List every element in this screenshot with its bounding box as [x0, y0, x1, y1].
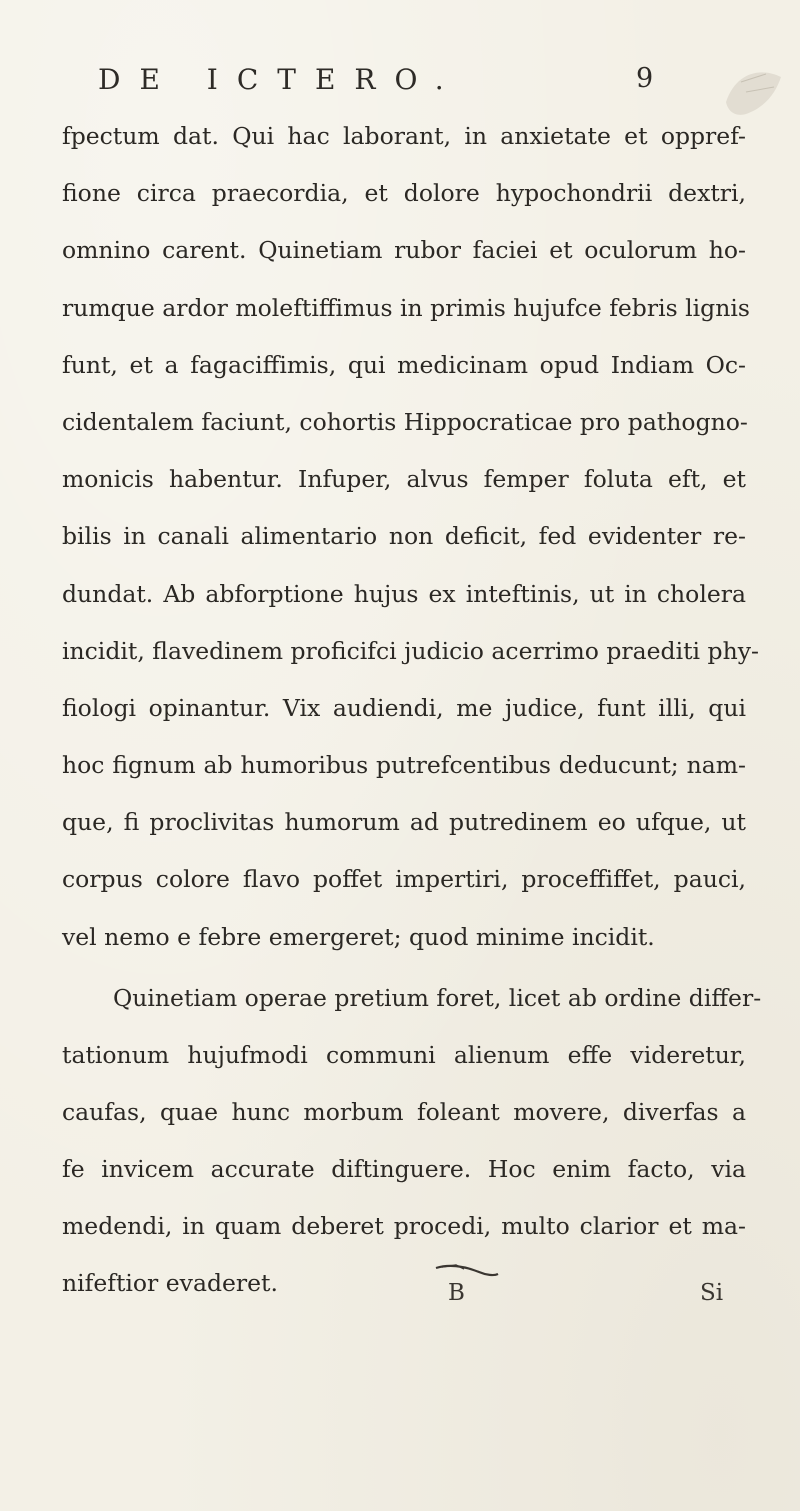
text-line: funt, et a fagaciffimis, qui medicinam opud Indiam Oc- [62, 350, 746, 379]
paragraph-1 [62, 108, 759, 966]
text-line: dundat. Ab abforptione hujus ex inteftinis, ut in cholera [62, 579, 746, 608]
text-line: bilis in canali alimentario non deficit, fed evidenter re- [62, 522, 746, 551]
text-line: monicis habentur. Infuper, alvus femper foluta eft, et [62, 465, 746, 494]
text-line: fione circa praecordia, et dolore hypochondrii dextri, [62, 179, 746, 208]
text-line: cidentalem faciunt, cohortis Hippocraticae pro pathogno- [62, 407, 748, 436]
text-line: nifeftior evaderet. [62, 1269, 278, 1297]
text-line: Quinetiam operae pretium foret, licet ab ordine differ- [113, 984, 762, 1012]
text-line: vel nemo e febre emergeret; quod minime incidit. [62, 922, 655, 951]
signature-mark: B [448, 1280, 465, 1306]
text-line: medendi, in quam deberet procedi, multo clarior et ma- [62, 1212, 746, 1240]
page-number: 9 [636, 63, 654, 94]
catchword: Si [700, 1280, 724, 1306]
text-line: omnino carent. Quinetiam rubor faciei et oculorum ho- [62, 236, 746, 265]
text-line: fe invicem accurate diftinguere. Hoc enim facto, via [62, 1155, 746, 1183]
text-line: caufas, quae hunc morbum foleant movere, diverfas a [62, 1098, 746, 1126]
running-title: DE ICTERO. [98, 63, 463, 96]
text-line: corpus colore flavo poffet impertiri, proceffiffet, pauci, [62, 865, 746, 894]
text-line: tationum hujufmodi communi alienum effe videretur, [62, 1041, 746, 1069]
text-line: rumque ardor moleftiffimus in primis hujufce febris lignis [62, 293, 750, 322]
ink-smudge-ornament [434, 1262, 500, 1280]
text-line: hoc fignum ab humoribus putrefcentibus deducunt; nam- [62, 751, 746, 780]
text-line: fiologi opinantur. Vix audiendi, me judice, funt illi, qui [62, 693, 746, 722]
paragraph-2 [62, 970, 762, 1312]
text-line: fpectum dat. Qui hac laborant, in anxietate et oppref- [62, 122, 746, 150]
text-line: que, fi proclivitas humorum ad putredinem eo ufque, ut [62, 808, 746, 837]
text-line: incidit, flavedinem proficifci judicio acerrimo praediti phy- [62, 636, 759, 665]
